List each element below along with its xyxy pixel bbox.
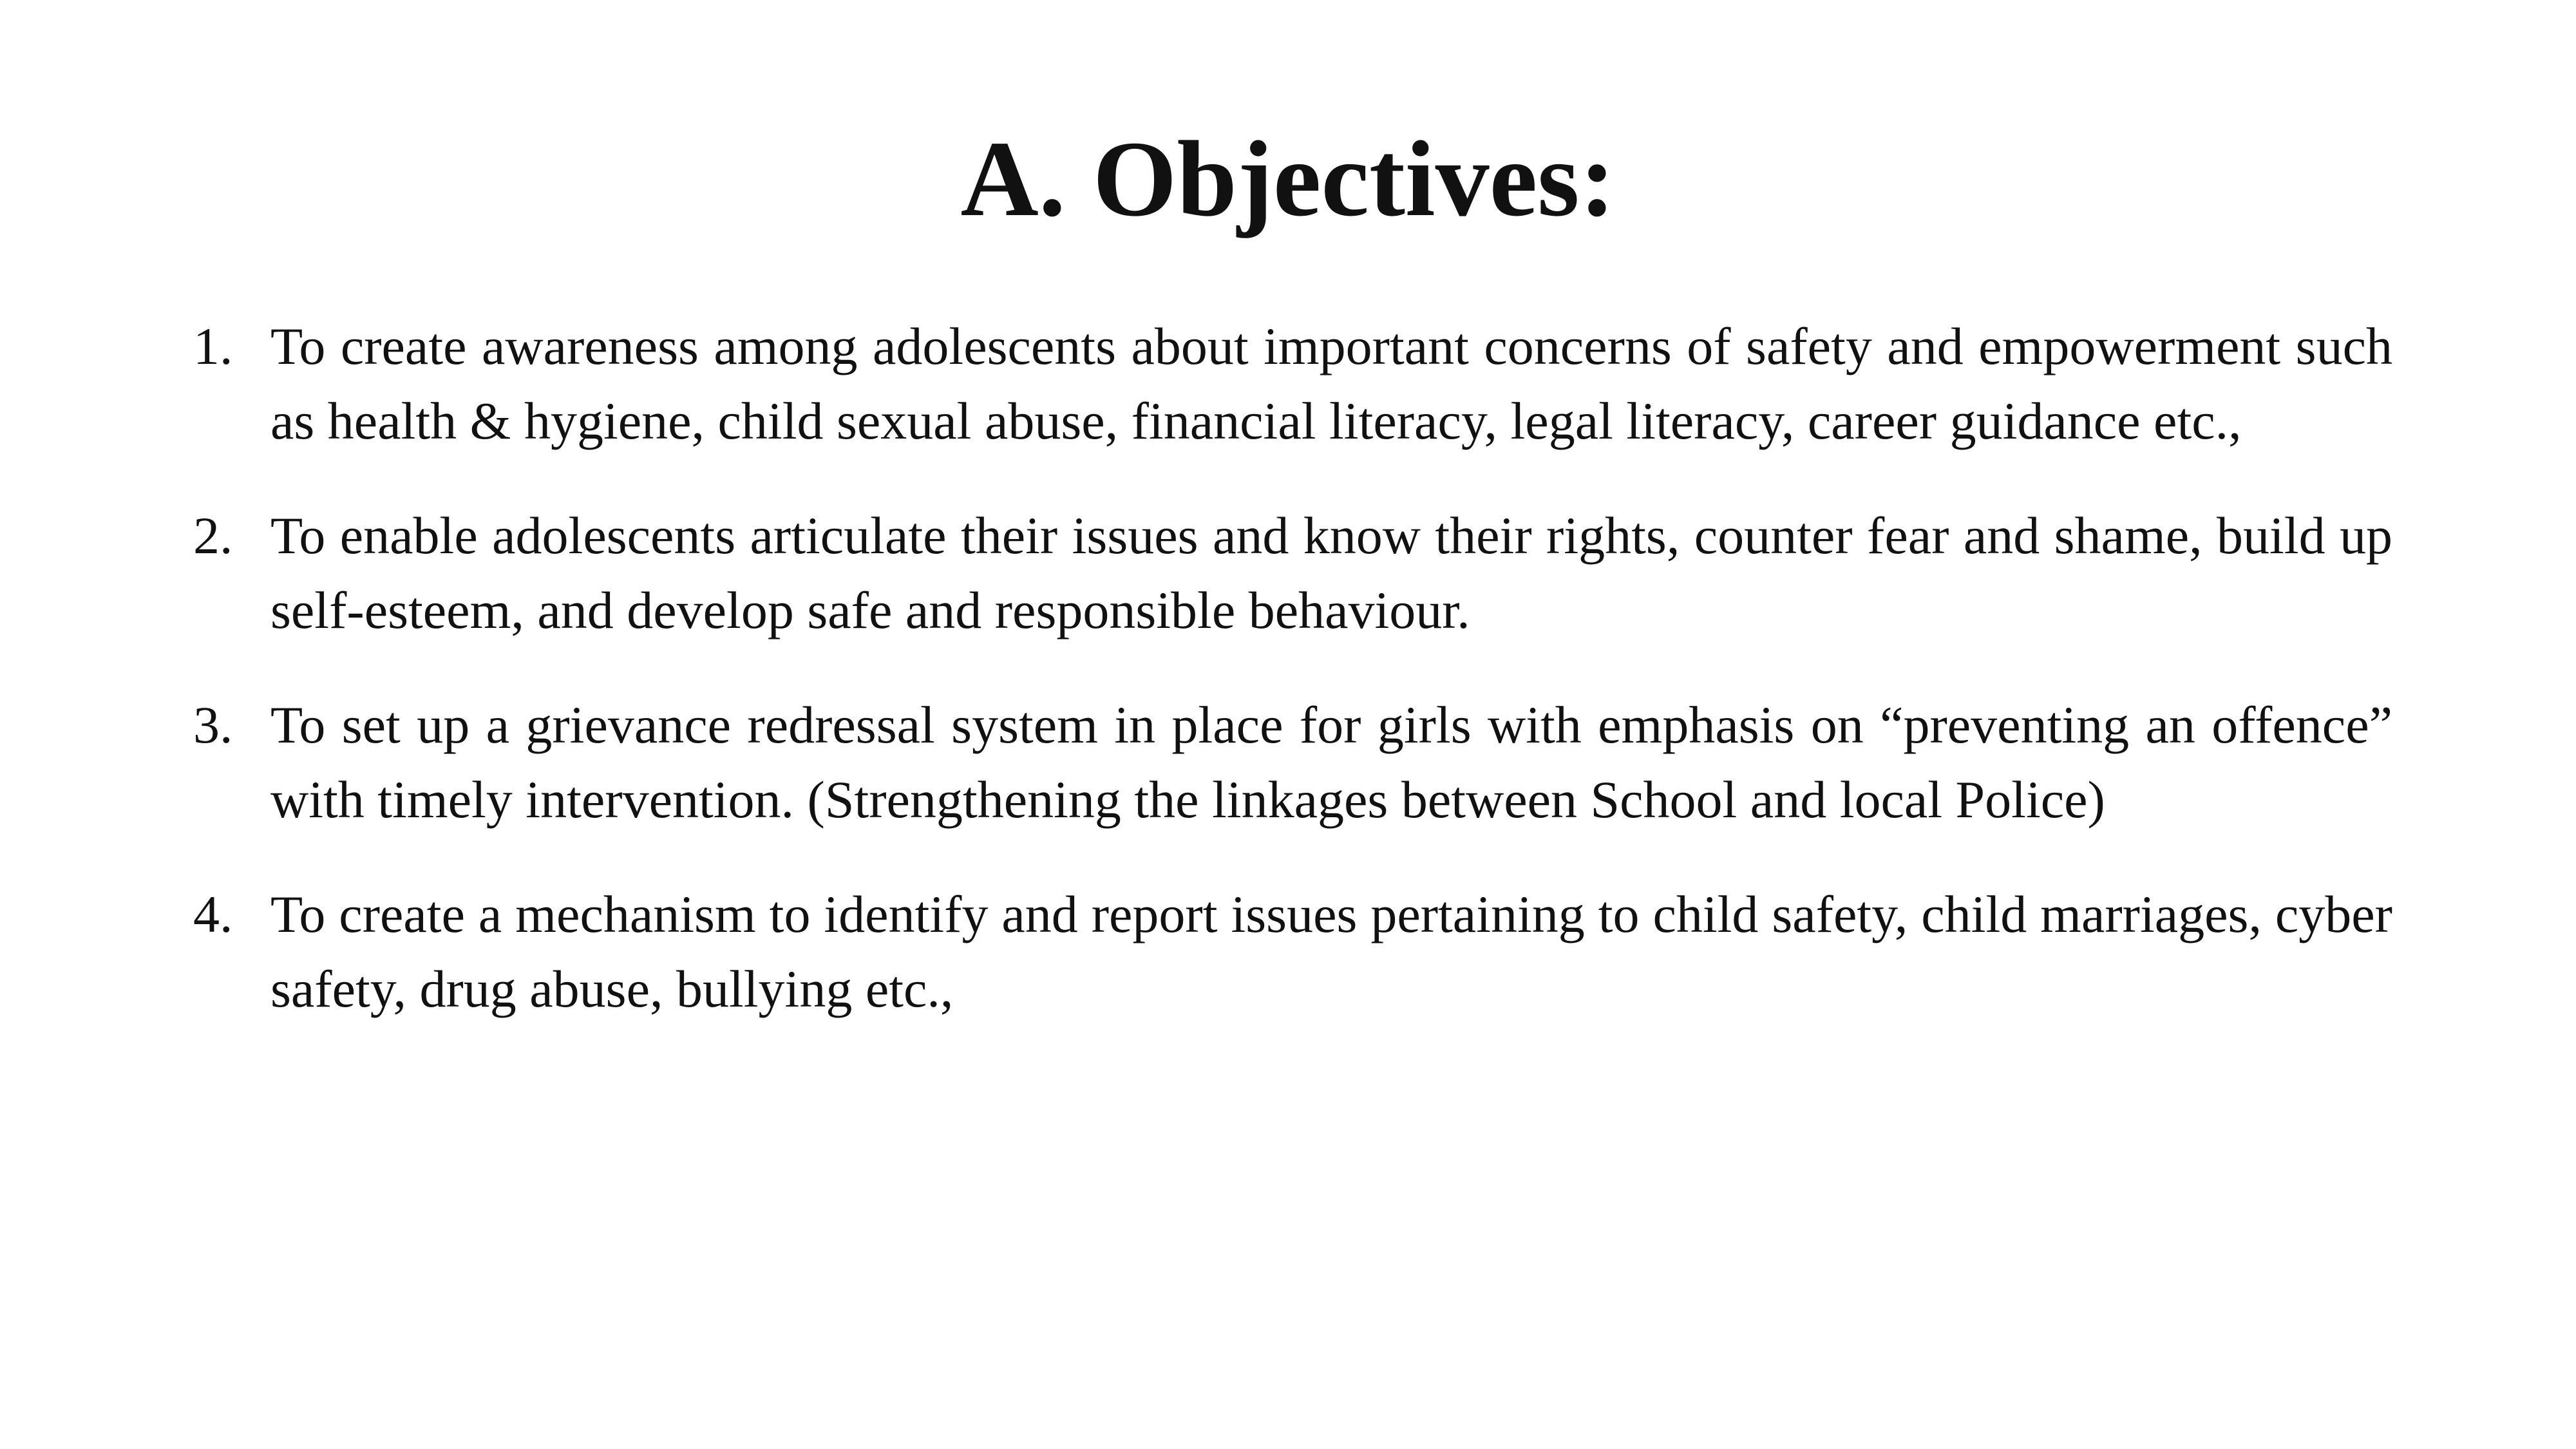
list-number: 1.	[193, 317, 233, 375]
list-item	[193, 309, 2392, 459]
list-number: 2.	[193, 506, 233, 565]
list-item	[193, 688, 2392, 837]
slide-title: A. Objectives:	[960, 119, 1616, 239]
objective-text: To create a mechanism to identify and report issues pertaining to child safety, child marriages, cyber safety, drug abuse, bullying etc.,	[270, 885, 2392, 1018]
list-number: 4.	[193, 885, 233, 943]
objective-text: To set up a grievance redressal system in place for girls with emphasis on “preventing an offence” with timely intervention. (Strengthening the linkages between School and local Police)	[270, 696, 2392, 829]
objective-text: To enable adolescents articulate their issues and know their rights, counter fear and shame, build up self-esteem, and develop safe and responsible behaviour.	[270, 506, 2392, 639]
objectives-list	[193, 309, 2392, 1066]
list-number: 3.	[193, 696, 233, 754]
list-item	[193, 877, 2392, 1027]
list-item	[193, 498, 2392, 648]
objective-text: To create awareness among adolescents about important concerns of safety and empowerment such as health & hygiene, child sexual abuse, financial literacy, legal literacy, career guidance etc.,	[270, 317, 2392, 450]
